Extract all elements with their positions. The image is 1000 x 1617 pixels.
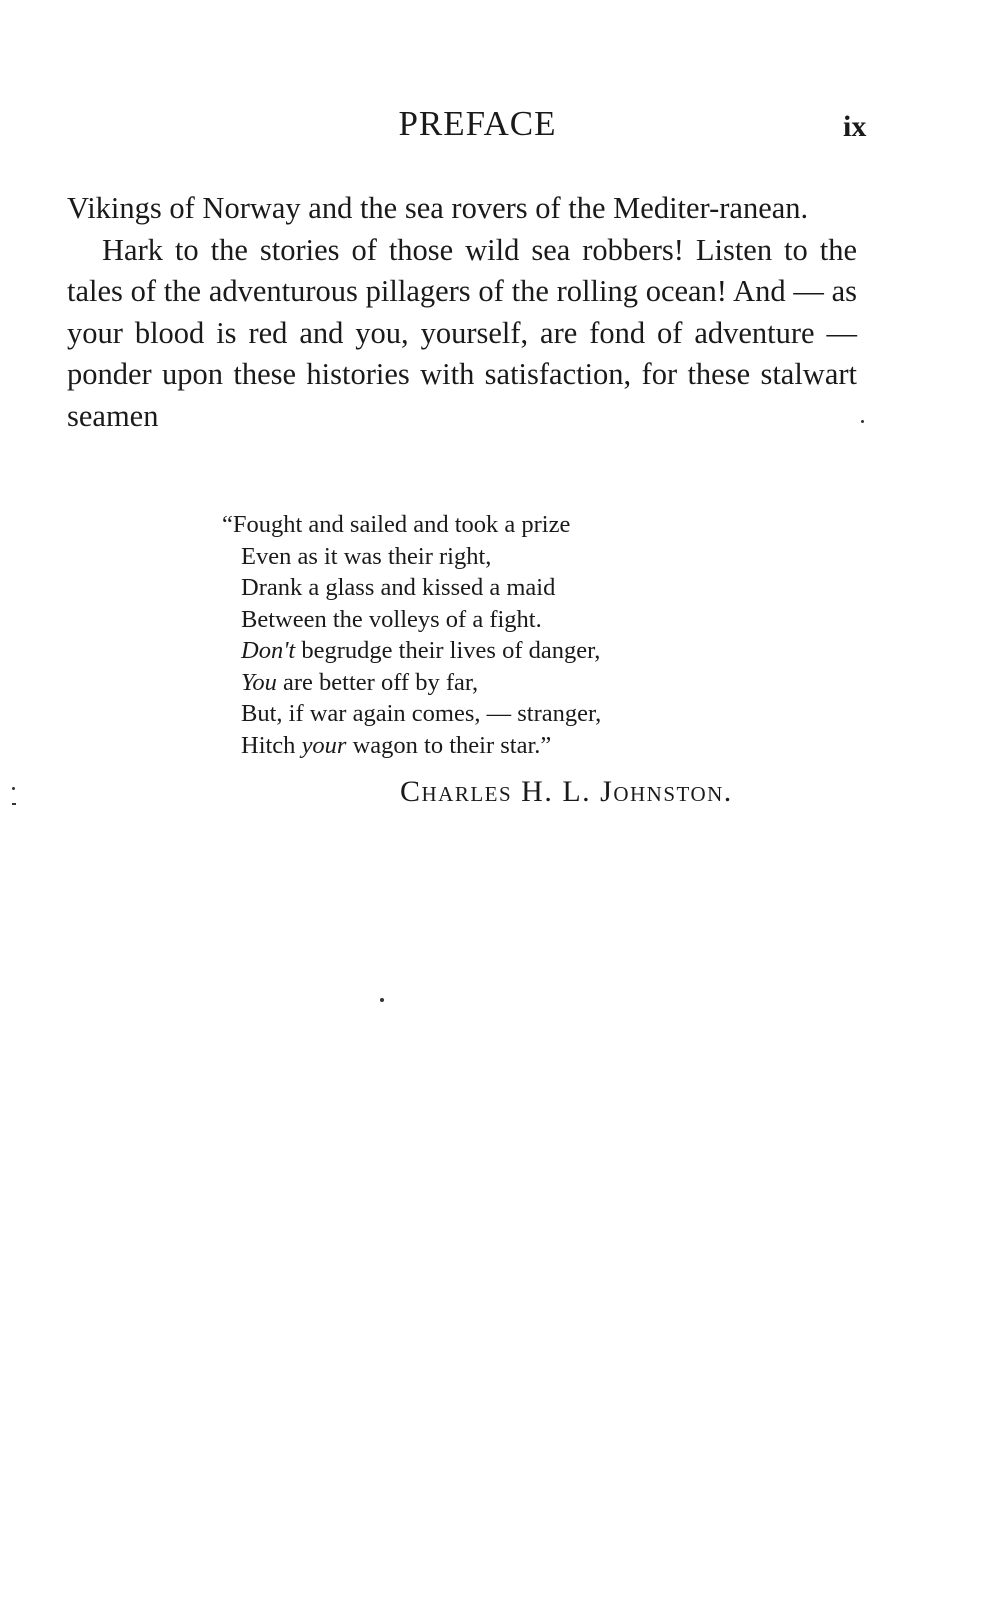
poem-line-text: Hitch xyxy=(241,731,302,759)
poem-line xyxy=(222,635,601,667)
poem-line-text: begrudge their lives of danger, xyxy=(295,637,601,664)
poem-line: But, if war again comes, — stranger, xyxy=(241,700,602,727)
paragraph: Hark to the stories of those wild sea robbers! Listen to the tales of the adventurous pillagers of the rolling ocean! And — as your blood is red and you, yourself, are fond of adventure — ponder upon these histories with satisfaction, for these stalwart seamen xyxy=(67,232,857,433)
poem-emphasis: You xyxy=(241,668,277,696)
paragraph: Vikings of Norway and the sea rovers of the Mediter-ranean. xyxy=(67,191,809,225)
poem-line-text: wagon to their star.” xyxy=(346,731,552,759)
poem-line: “Fought and sailed and took a prize xyxy=(222,511,571,538)
poem-stanza xyxy=(222,509,601,761)
poem-emphasis: Don't xyxy=(241,637,296,664)
print-speck xyxy=(861,420,864,423)
poem-emphasis: your xyxy=(301,731,347,759)
poem-line: Even as it was their right, xyxy=(241,542,492,570)
print-speck xyxy=(12,803,16,805)
author-signature: Charles H. L. Johnston. xyxy=(400,775,733,808)
print-speck xyxy=(12,787,15,790)
poem-line xyxy=(222,667,601,699)
print-speck xyxy=(380,998,384,1002)
poem-line-text: are better off by far, xyxy=(276,668,479,696)
page-number: ix xyxy=(843,110,867,143)
poem-line xyxy=(222,730,601,762)
preface-body xyxy=(67,188,857,437)
page-title: PREFACE xyxy=(398,104,557,143)
poem-line: Drank a glass and kissed a maid xyxy=(241,574,556,601)
poem-line: Between the volleys of a fight. xyxy=(241,605,542,633)
